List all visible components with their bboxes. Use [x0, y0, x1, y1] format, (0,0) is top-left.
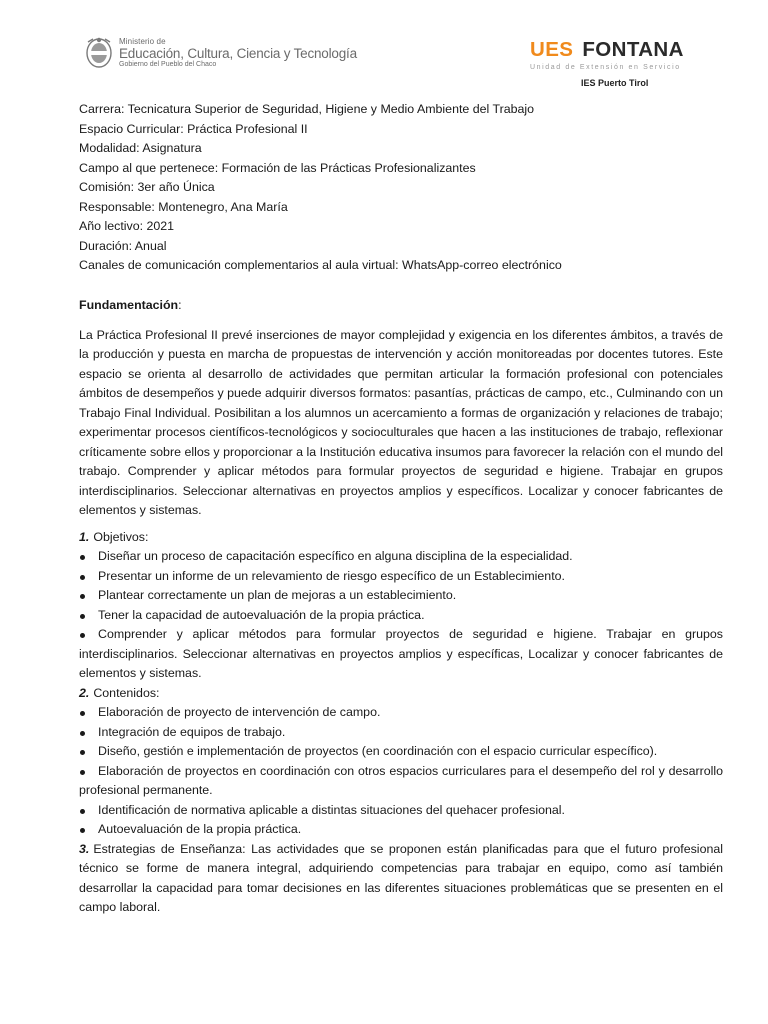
- meta-campo: Campo al que pertenece: Formación de las Prácticas Profesionalizantes: [79, 160, 476, 175]
- list-item: Plantear correctamente un plan de mejoras a un establecimiento.: [79, 586, 723, 606]
- ministry-name: Educación, Cultura, Ciencia y Tecnología: [119, 45, 357, 61]
- section-heading-objetivos: 1. Objetivos:: [79, 529, 149, 544]
- meta-modalidad: Modalidad: Asignatura: [79, 141, 202, 155]
- meta-comision: Comisión: 3er año Única: [79, 180, 215, 194]
- list-item: Elaboración de proyecto de intervención de campo.: [79, 703, 723, 723]
- ues-wordmark: UES: [530, 38, 574, 61]
- ministry-government: Gobierno del Pueblo del Chaco: [119, 61, 217, 69]
- list-item: Diseño, gestión e implementación de proyectos (en coordinación con el espacio curricular específico).: [79, 742, 723, 762]
- list-item: Presentar un informe de un relevamiento de riesgo específico de un Establecimiento.: [79, 567, 723, 587]
- list-item: Integración de equipos de trabajo.: [79, 723, 723, 743]
- list-item: Diseñar un proceso de capacitación específico en alguna disciplina de la especialidad.: [79, 547, 723, 567]
- meta-responsable: Responsable: Montenegro, Ana María: [79, 199, 288, 214]
- meta-duracion: Duración: Anual: [79, 238, 167, 253]
- list-item: Comprender y aplicar métodos para formular proyectos de seguridad e higiene. Trabajar en grupos interdisciplinarios. Seleccionar alternativas en proyectos amplios y específicas, Localizar y conocer fabricantes de elementos y sistemas.: [79, 627, 723, 680]
- ministry-logo: [84, 36, 357, 70]
- list-item: Tener la capacidad de autoevaluación de la propia práctica.: [79, 606, 723, 626]
- document-body: [79, 100, 723, 918]
- provincial-seal-icon: [84, 36, 114, 70]
- ues-tagline: Unidad de Extensión en Servicio: [530, 63, 681, 71]
- ies-label: IES Puerto Tirol: [581, 78, 649, 88]
- meta-carrera: Carrera: Tecnicatura Superior de Seguridad, Higiene y Medio Ambiente del Trabajo: [79, 102, 535, 116]
- list-item: Elaboración de proyectos en coordinación con otros espacios curriculares para el desempeño del rol y desarrollo profesional permanente.: [79, 763, 723, 797]
- document-header: [0, 0, 768, 100]
- list-item: Autoevaluación de la propia práctica.: [79, 820, 723, 840]
- ministry-label: Ministerio de: [119, 36, 166, 46]
- meta-espacio-curricular: Espacio Curricular: Práctica Profesional II: [79, 121, 308, 136]
- estrategias-paragraph: 3. Estrategias de Enseñanza: Las actividades que se proponen están planificadas para que el futuro profesional técnico se forme de manera integral, adquiriendo competencias para trabajar en equipo, como así también desarrollar la capacidad para tomar decisiones en las diferentes situaciones problemáticas que se presenten en el campo laboral.: [79, 841, 723, 914]
- meta-anio-lectivo: Año lectivo: 2021: [79, 219, 175, 233]
- fundamentacion-paragraph: La Práctica Profesional II prevé inserciones de mayor complejidad y exigencia en los diferentes ámbitos, a través de la producción y puesta en marcha de propuestas de intervención y acción monitoreadas por docentes tutores. Este espacio se orienta al desarrollo de actividades que permitan articular la formación profesional con potenciales ámbitos de desempeños y puede adquirir diversos formatos: pasantías, prácticas de campo, etc., Culminando con un Trabajo Final Individual. Posibilitan a los alumnos un acercamiento a formas de organización y relaciones de trabajo; experimentar procesos científicos-tecnológicos y socioculturales que hacen a las instituciones de trabajo, reflexionar críticamente sobre ellos y proporcionar a la Institución educativa insumos para favorecer la relación con el mundo del trabajo. Comprender y aplicar métodos para formular proyectos de seguridad e higiene. Trabajar en grupos interdisciplinarios. Seleccionar alternativas en proyectos amplios y específicos. Localizar y conocer fabricantes de elementos y sistemas.: [79, 327, 723, 517]
- meta-canales: Canales de comunicación complementarios al aula virtual: WhatsApp-correo electrónico: [79, 258, 562, 272]
- course-metadata: [79, 100, 723, 276]
- list-item: Identificación de normativa aplicable a distintas situaciones del quehacer profesional.: [79, 801, 723, 821]
- section-heading-fundamentacion: Fundamentación:: [79, 297, 182, 312]
- fontana-wordmark: FONTANA: [582, 38, 684, 61]
- ues-fontana-logo: [530, 40, 690, 71]
- section-heading-contenidos: 2. Contenidos:: [79, 685, 160, 700]
